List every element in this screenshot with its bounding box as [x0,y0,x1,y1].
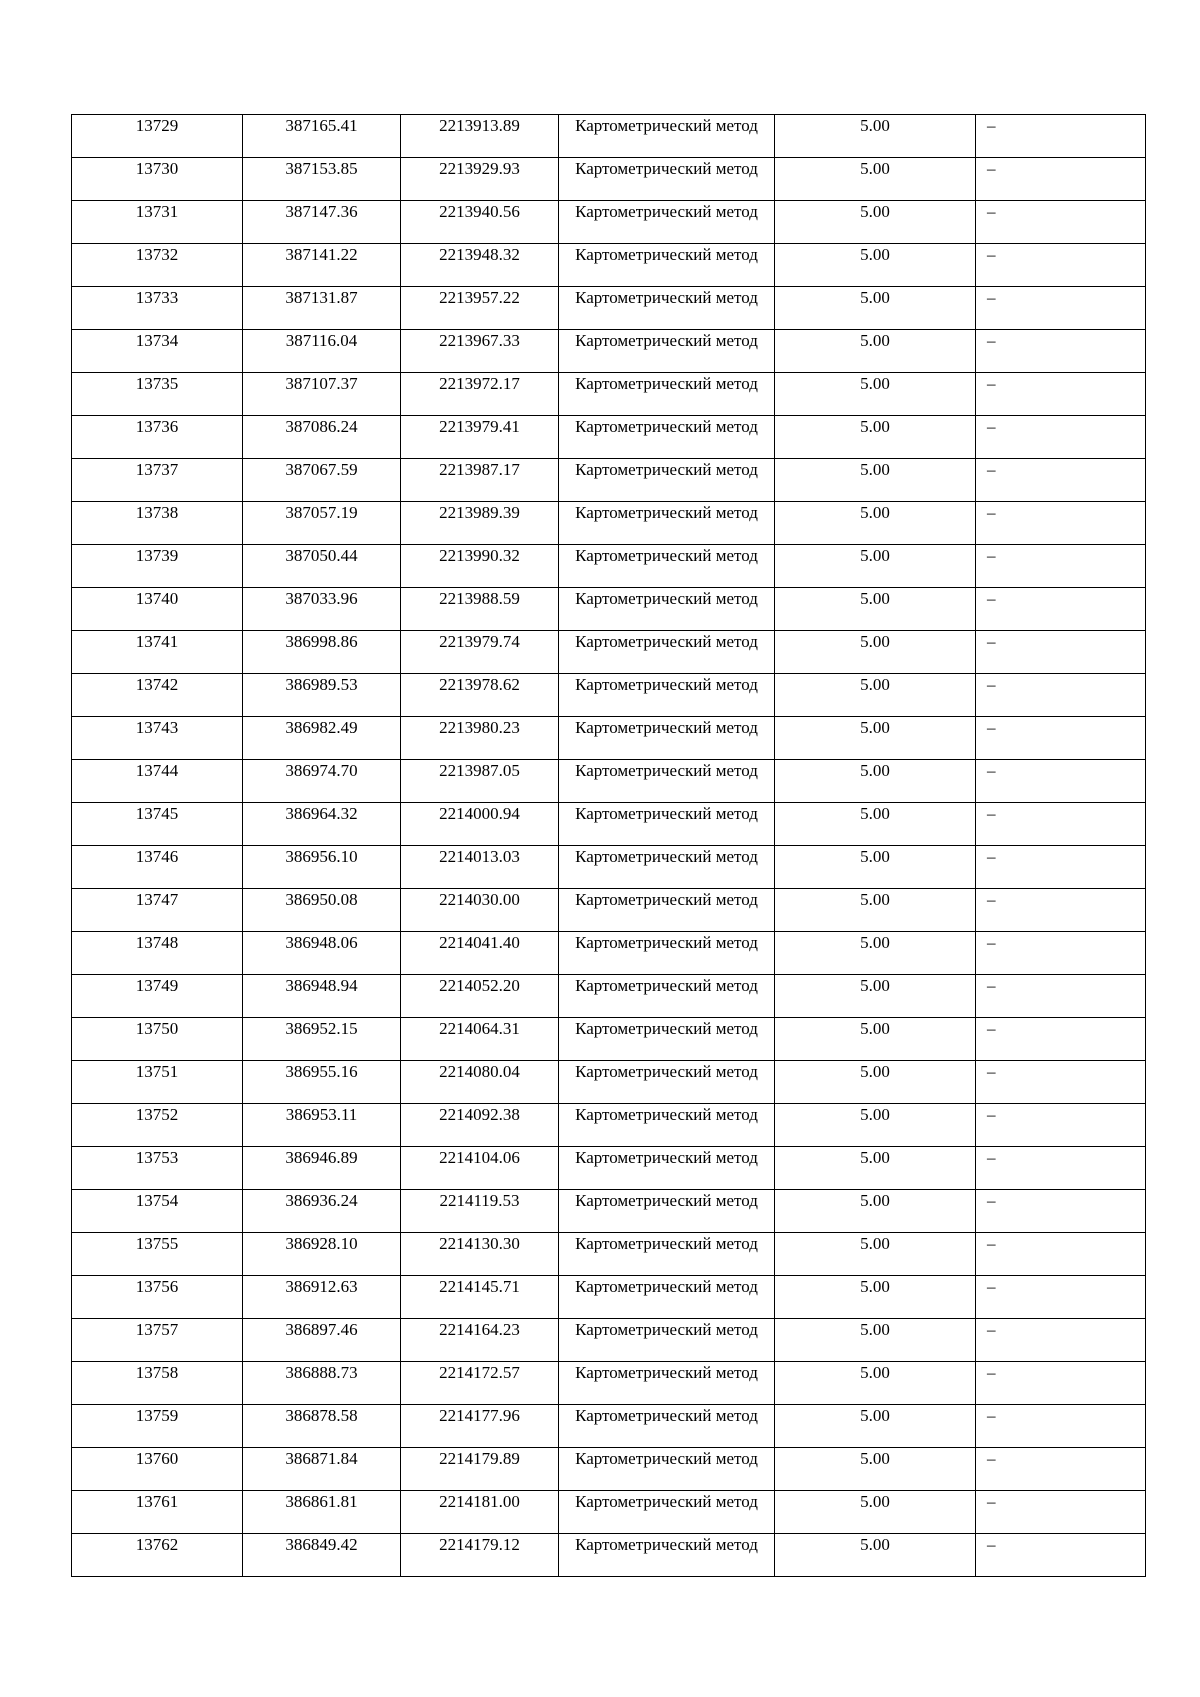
accuracy-cell: 5.00 [775,1018,976,1061]
method-cell: Картометрический метод [559,674,775,717]
method-cell: Картометрический метод [559,889,775,932]
method-cell: Картометрический метод [559,158,775,201]
x-coordinate-cell: 386950.08 [243,889,401,932]
accuracy-cell: 5.00 [775,1534,976,1577]
accuracy-cell: 5.00 [775,1061,976,1104]
point-number-cell: 13757 [72,1319,243,1362]
y-coordinate-cell: 2213940.56 [401,201,559,244]
note-cell: – [976,1061,1146,1104]
x-coordinate-cell: 386982.49 [243,717,401,760]
y-coordinate-cell: 2214179.12 [401,1534,559,1577]
accuracy-cell: 5.00 [775,889,976,932]
table-row [72,803,1146,846]
table-row [72,1104,1146,1147]
table-row [72,889,1146,932]
note-cell: – [976,545,1146,588]
y-coordinate-cell: 2213978.62 [401,674,559,717]
accuracy-cell: 5.00 [775,1448,976,1491]
note-cell: – [976,588,1146,631]
accuracy-cell: 5.00 [775,975,976,1018]
point-number-cell: 13760 [72,1448,243,1491]
method-cell: Картометрический метод [559,287,775,330]
point-number-cell: 13730 [72,158,243,201]
point-number-cell: 13734 [72,330,243,373]
point-number-cell: 13735 [72,373,243,416]
note-cell: – [976,1534,1146,1577]
table-row [72,1276,1146,1319]
table-row [72,287,1146,330]
point-number-cell: 13756 [72,1276,243,1319]
accuracy-cell: 5.00 [775,803,976,846]
y-coordinate-cell: 2213989.39 [401,502,559,545]
note-cell: – [976,1319,1146,1362]
x-coordinate-cell: 387067.59 [243,459,401,502]
table-row [72,1534,1146,1577]
point-number-cell: 13744 [72,760,243,803]
x-coordinate-cell: 386952.15 [243,1018,401,1061]
x-coordinate-cell: 386878.58 [243,1405,401,1448]
point-number-cell: 13746 [72,846,243,889]
note-cell: – [976,975,1146,1018]
method-cell: Картометрический метод [559,1233,775,1276]
point-number-cell: 13752 [72,1104,243,1147]
x-coordinate-cell: 386998.86 [243,631,401,674]
x-coordinate-cell: 387116.04 [243,330,401,373]
method-cell: Картометрический метод [559,1190,775,1233]
x-coordinate-cell: 386974.70 [243,760,401,803]
x-coordinate-cell: 386912.63 [243,1276,401,1319]
method-cell: Картометрический метод [559,1362,775,1405]
table-row [72,1190,1146,1233]
point-number-cell: 13747 [72,889,243,932]
x-coordinate-cell: 386964.32 [243,803,401,846]
method-cell: Картометрический метод [559,1104,775,1147]
y-coordinate-cell: 2214164.23 [401,1319,559,1362]
x-coordinate-cell: 387153.85 [243,158,401,201]
accuracy-cell: 5.00 [775,932,976,975]
point-number-cell: 13755 [72,1233,243,1276]
accuracy-cell: 5.00 [775,674,976,717]
method-cell: Картометрический метод [559,1319,775,1362]
note-cell: – [976,717,1146,760]
y-coordinate-cell: 2214104.06 [401,1147,559,1190]
accuracy-cell: 5.00 [775,1319,976,1362]
table-row [72,1147,1146,1190]
table-row [72,674,1146,717]
note-cell: – [976,889,1146,932]
point-number-cell: 13743 [72,717,243,760]
y-coordinate-cell: 2214177.96 [401,1405,559,1448]
y-coordinate-cell: 2214030.00 [401,889,559,932]
method-cell: Картометрический метод [559,1405,775,1448]
point-number-cell: 13762 [72,1534,243,1577]
y-coordinate-cell: 2213979.41 [401,416,559,459]
y-coordinate-cell: 2213967.33 [401,330,559,373]
y-coordinate-cell: 2213972.17 [401,373,559,416]
table-row [72,717,1146,760]
table-row [72,502,1146,545]
y-coordinate-cell: 2213990.32 [401,545,559,588]
y-coordinate-cell: 2214130.30 [401,1233,559,1276]
accuracy-cell: 5.00 [775,1405,976,1448]
note-cell: – [976,760,1146,803]
y-coordinate-cell: 2214064.31 [401,1018,559,1061]
point-number-cell: 13741 [72,631,243,674]
note-cell: – [976,244,1146,287]
method-cell: Картометрический метод [559,459,775,502]
table-row [72,1061,1146,1104]
y-coordinate-cell: 2213948.32 [401,244,559,287]
note-cell: – [976,1491,1146,1534]
method-cell: Картометрический метод [559,330,775,373]
x-coordinate-cell: 387033.96 [243,588,401,631]
table-row [72,1233,1146,1276]
y-coordinate-cell: 2213913.89 [401,115,559,158]
x-coordinate-cell: 386955.16 [243,1061,401,1104]
x-coordinate-cell: 386849.42 [243,1534,401,1577]
note-cell: – [976,1405,1146,1448]
point-number-cell: 13748 [72,932,243,975]
table-row [72,1448,1146,1491]
point-number-cell: 13754 [72,1190,243,1233]
x-coordinate-cell: 387131.87 [243,287,401,330]
point-number-cell: 13733 [72,287,243,330]
accuracy-cell: 5.00 [775,1491,976,1534]
note-cell: – [976,1233,1146,1276]
note-cell: – [976,932,1146,975]
note-cell: – [976,1104,1146,1147]
accuracy-cell: 5.00 [775,115,976,158]
x-coordinate-cell: 387165.41 [243,115,401,158]
note-cell: – [976,416,1146,459]
method-cell: Картометрический метод [559,373,775,416]
point-number-cell: 13737 [72,459,243,502]
x-coordinate-cell: 387086.24 [243,416,401,459]
table-row [72,115,1146,158]
accuracy-cell: 5.00 [775,1276,976,1319]
note-cell: – [976,115,1146,158]
accuracy-cell: 5.00 [775,1147,976,1190]
point-number-cell: 13750 [72,1018,243,1061]
x-coordinate-cell: 386897.46 [243,1319,401,1362]
note-cell: – [976,846,1146,889]
note-cell: – [976,201,1146,244]
method-cell: Картометрический метод [559,717,775,760]
note-cell: – [976,459,1146,502]
accuracy-cell: 5.00 [775,1190,976,1233]
point-number-cell: 13740 [72,588,243,631]
method-cell: Картометрический метод [559,846,775,889]
note-cell: – [976,803,1146,846]
y-coordinate-cell: 2214080.04 [401,1061,559,1104]
coordinates-table [71,114,1146,1577]
y-coordinate-cell: 2214041.40 [401,932,559,975]
x-coordinate-cell: 387141.22 [243,244,401,287]
accuracy-cell: 5.00 [775,158,976,201]
table-row [72,158,1146,201]
point-number-cell: 13753 [72,1147,243,1190]
table-row [72,1319,1146,1362]
table-row [72,201,1146,244]
table-row [72,932,1146,975]
method-cell: Картометрический метод [559,975,775,1018]
x-coordinate-cell: 386989.53 [243,674,401,717]
method-cell: Картометрический метод [559,803,775,846]
note-cell: – [976,330,1146,373]
point-number-cell: 13759 [72,1405,243,1448]
y-coordinate-cell: 2214172.57 [401,1362,559,1405]
y-coordinate-cell: 2214000.94 [401,803,559,846]
method-cell: Картометрический метод [559,1491,775,1534]
method-cell: Картометрический метод [559,1448,775,1491]
method-cell: Картометрический метод [559,416,775,459]
x-coordinate-cell: 386928.10 [243,1233,401,1276]
method-cell: Картометрический метод [559,502,775,545]
accuracy-cell: 5.00 [775,459,976,502]
accuracy-cell: 5.00 [775,502,976,545]
point-number-cell: 13739 [72,545,243,588]
accuracy-cell: 5.00 [775,287,976,330]
method-cell: Картометрический метод [559,1147,775,1190]
accuracy-cell: 5.00 [775,244,976,287]
y-coordinate-cell: 2213988.59 [401,588,559,631]
table-row [72,416,1146,459]
note-cell: – [976,1362,1146,1405]
method-cell: Картометрический метод [559,760,775,803]
table-row [72,373,1146,416]
method-cell: Картометрический метод [559,588,775,631]
point-number-cell: 13758 [72,1362,243,1405]
method-cell: Картометрический метод [559,932,775,975]
note-cell: – [976,502,1146,545]
point-number-cell: 13761 [72,1491,243,1534]
point-number-cell: 13738 [72,502,243,545]
x-coordinate-cell: 386861.81 [243,1491,401,1534]
method-cell: Картометрический метод [559,201,775,244]
x-coordinate-cell: 387057.19 [243,502,401,545]
accuracy-cell: 5.00 [775,1104,976,1147]
point-number-cell: 13736 [72,416,243,459]
x-coordinate-cell: 386946.89 [243,1147,401,1190]
method-cell: Картометрический метод [559,1061,775,1104]
x-coordinate-cell: 387050.44 [243,545,401,588]
table-row [72,846,1146,889]
method-cell: Картометрический метод [559,631,775,674]
y-coordinate-cell: 2213987.05 [401,760,559,803]
point-number-cell: 13729 [72,115,243,158]
y-coordinate-cell: 2214145.71 [401,1276,559,1319]
method-cell: Картометрический метод [559,1018,775,1061]
x-coordinate-cell: 386948.94 [243,975,401,1018]
y-coordinate-cell: 2213957.22 [401,287,559,330]
note-cell: – [976,1448,1146,1491]
x-coordinate-cell: 386948.06 [243,932,401,975]
point-number-cell: 13745 [72,803,243,846]
accuracy-cell: 5.00 [775,373,976,416]
point-number-cell: 13751 [72,1061,243,1104]
note-cell: – [976,287,1146,330]
accuracy-cell: 5.00 [775,1362,976,1405]
table-row [72,330,1146,373]
y-coordinate-cell: 2213980.23 [401,717,559,760]
accuracy-cell: 5.00 [775,545,976,588]
accuracy-cell: 5.00 [775,416,976,459]
y-coordinate-cell: 2214052.20 [401,975,559,1018]
method-cell: Картометрический метод [559,244,775,287]
note-cell: – [976,1018,1146,1061]
method-cell: Картометрический метод [559,545,775,588]
table-row [72,1491,1146,1534]
y-coordinate-cell: 2213929.93 [401,158,559,201]
point-number-cell: 13749 [72,975,243,1018]
accuracy-cell: 5.00 [775,330,976,373]
coordinates-table-body [72,115,1146,1577]
y-coordinate-cell: 2213979.74 [401,631,559,674]
table-row [72,1405,1146,1448]
x-coordinate-cell: 387107.37 [243,373,401,416]
accuracy-cell: 5.00 [775,631,976,674]
table-row [72,588,1146,631]
table-row [72,459,1146,502]
table-row [72,545,1146,588]
x-coordinate-cell: 386953.11 [243,1104,401,1147]
y-coordinate-cell: 2214013.03 [401,846,559,889]
accuracy-cell: 5.00 [775,588,976,631]
table-row [72,631,1146,674]
point-number-cell: 13742 [72,674,243,717]
y-coordinate-cell: 2213987.17 [401,459,559,502]
x-coordinate-cell: 387147.36 [243,201,401,244]
table-row [72,760,1146,803]
y-coordinate-cell: 2214179.89 [401,1448,559,1491]
y-coordinate-cell: 2214092.38 [401,1104,559,1147]
note-cell: – [976,631,1146,674]
note-cell: – [976,158,1146,201]
x-coordinate-cell: 386956.10 [243,846,401,889]
table-row [72,1362,1146,1405]
table-row [72,975,1146,1018]
x-coordinate-cell: 386936.24 [243,1190,401,1233]
note-cell: – [976,674,1146,717]
accuracy-cell: 5.00 [775,201,976,244]
table-row [72,244,1146,287]
method-cell: Картометрический метод [559,1276,775,1319]
note-cell: – [976,1147,1146,1190]
note-cell: – [976,1276,1146,1319]
accuracy-cell: 5.00 [775,760,976,803]
point-number-cell: 13732 [72,244,243,287]
y-coordinate-cell: 2214119.53 [401,1190,559,1233]
note-cell: – [976,373,1146,416]
y-coordinate-cell: 2214181.00 [401,1491,559,1534]
method-cell: Картометрический метод [559,1534,775,1577]
accuracy-cell: 5.00 [775,846,976,889]
x-coordinate-cell: 386871.84 [243,1448,401,1491]
table-row [72,1018,1146,1061]
accuracy-cell: 5.00 [775,1233,976,1276]
point-number-cell: 13731 [72,201,243,244]
note-cell: – [976,1190,1146,1233]
method-cell: Картометрический метод [559,115,775,158]
x-coordinate-cell: 386888.73 [243,1362,401,1405]
accuracy-cell: 5.00 [775,717,976,760]
